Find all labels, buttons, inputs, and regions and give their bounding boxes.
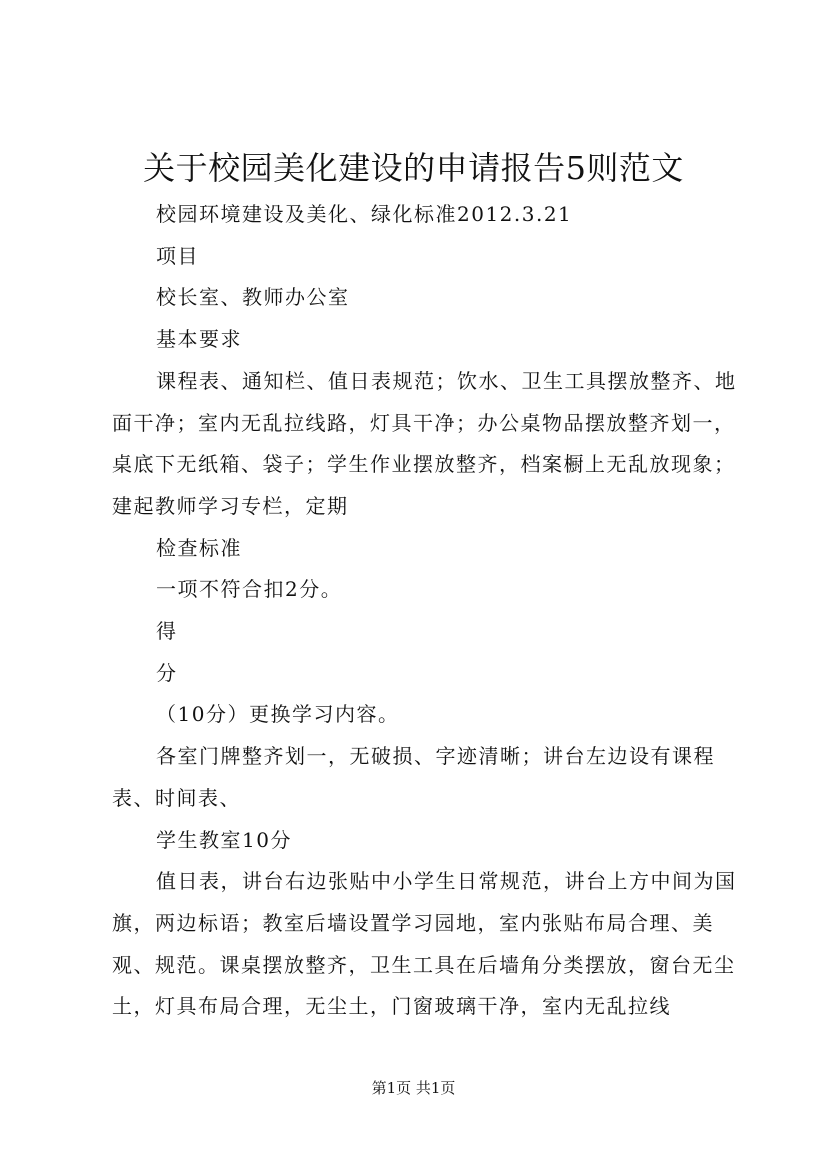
paragraph-score-label-2: 分 xyxy=(156,660,178,685)
paragraph-office-requirements: 课程表、通知栏、值日表规范；饮水、卫生工具摆放整齐、地面干净；室内无乱拉线路，灯具干净；办公桌物品摆放整齐划一，桌底下无纸箱、袋子；学生作业摆放整齐，档案橱上无乱放现象；建起教师学习专栏，定期 xyxy=(112,368,737,518)
paragraph-ten-points: （10分）更换学习内容。 xyxy=(156,702,400,727)
paragraph-standard-date: 校园环境建设及美化、绿化标准2012.3.21 xyxy=(156,202,573,226)
paragraph-door-plates: 各室门牌整齐划一，无破损、字迹清晰；讲台左边设有课程表、时间表、 xyxy=(112,744,715,810)
paragraph-check-standard: 检查标准 xyxy=(156,535,242,560)
paragraph-classroom-requirements: 值日表，讲台右边张贴中小学生日常规范，讲台上方中间为国旗，两边标语；教室后墙设置学习园地，室内张贴布局合理、美观、规范。课桌摆放整齐，卫生工具在后墙角分类摆放，窗台无尘土，灯具布局合理，无尘土，门窗玻璃干净，室内无乱拉线 xyxy=(112,869,737,1019)
paragraph-deduction-rule: 一项不符合扣2分。 xyxy=(156,577,343,602)
paragraph-score-label-1: 得 xyxy=(156,619,178,644)
paragraph-student-classroom: 学生教室10分 xyxy=(156,827,292,852)
page-footer: 第1页 共1页 xyxy=(371,1079,456,1097)
paragraph-basic-requirements: 基本要求 xyxy=(156,327,242,352)
document-title: 关于校园美化建设的申请报告5则范文 xyxy=(143,149,684,187)
paragraph-office: 校长室、教师办公室 xyxy=(156,285,350,310)
document-body xyxy=(112,194,742,1028)
paragraph-item-heading: 项目 xyxy=(156,243,199,268)
